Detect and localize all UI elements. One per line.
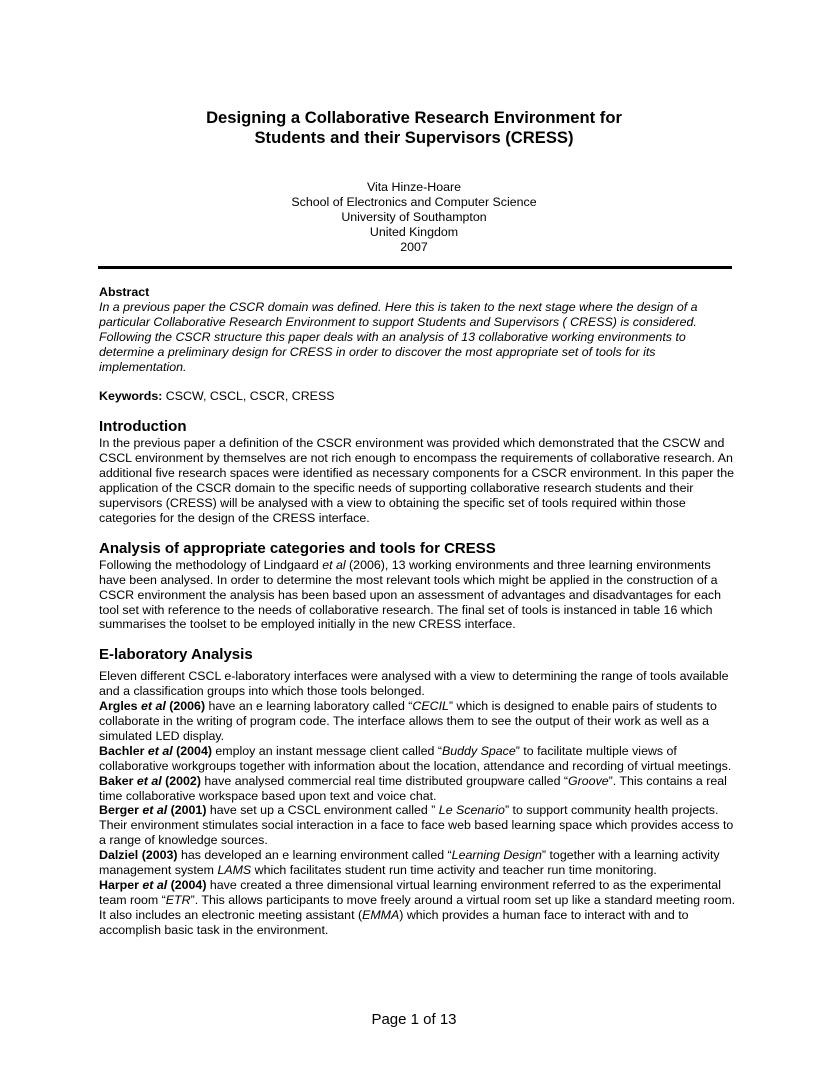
entry-author: Bachler et al (2004) bbox=[99, 743, 212, 758]
analysis-text-1: Following the methodology of Lindgaard bbox=[99, 557, 323, 572]
title-line-1: Designing a Collaborative Research Environment for bbox=[206, 108, 622, 127]
entry-system-name: CECIL bbox=[412, 699, 449, 714]
paper-title bbox=[0, 108, 828, 148]
introduction-heading: Introduction bbox=[99, 418, 187, 436]
elab-entry: Berger et al (2001) have set up a CSCL environment called ” Le Scenario” to support community health projects. Their environment stimulates social interaction in a face to face web based learning space which provides access to a range of knowledge sources. bbox=[99, 803, 734, 848]
paper-body bbox=[99, 285, 739, 938]
author-block bbox=[0, 180, 828, 255]
entry-author: Harper et al (2004) bbox=[99, 878, 207, 892]
entry-system-name: Groove bbox=[568, 773, 609, 788]
elab-heading: E-laboratory Analysis bbox=[99, 646, 253, 664]
author-year: 2007 bbox=[400, 240, 428, 254]
author-school: School of Electronics and Computer Science bbox=[291, 195, 537, 209]
analysis-text-2: (2006), 13 working environments and three learning environments have been analysed. In order to determine the most relevant tools which might be applied in the construction of a CSCR environment the analysis has been based upon an assessment of advantages and disadvantages for each tool set with reference to the needs of collaborative research. The final set of tools is instanced in table 16 which summarises the toolset to be employed initially in the new CRESS interface. bbox=[99, 557, 721, 632]
keywords-label: Keywords: bbox=[99, 389, 163, 404]
keywords-text: CSCW, CSCL, CSCR, CRESS bbox=[162, 389, 335, 404]
author-name: Vita Hinze-Hoare bbox=[366, 180, 462, 194]
entry-system-name-2: EMMA bbox=[362, 907, 400, 922]
analysis-heading: Analysis of appropriate categories and tools for CRESS bbox=[99, 539, 496, 557]
analysis-etal: et al bbox=[322, 557, 346, 572]
introduction-body: In the previous paper a definition of the CSCR environment was provided which demonstrated that the CSCW and CSCL environment by themselves are not rich enough to encompass the requirements of collaborative research. An additional five research spaces were identified as necessary components for a CSCR environment. In this paper the application of the CSCR domain to the specific needs of supporting collaborative research students and their supervisors (CRESS) will be analysed with a view to obtaining the specific set of tools required within those categories for the design of the CRESS interface. bbox=[99, 436, 735, 525]
elab-intro: Eleven different CSCL e-laboratory interfaces were analysed with a view to determining the range of tools available and a classification groups into which those tools belonged. bbox=[99, 669, 729, 699]
keywords bbox=[99, 389, 739, 404]
analysis-body bbox=[99, 558, 739, 633]
entry-author: Baker et al (2002) bbox=[99, 773, 201, 788]
entry-system-name: Buddy Space bbox=[442, 743, 516, 758]
abstract-heading: Abstract bbox=[99, 285, 150, 299]
abstract-body: In a previous paper the CSCR domain was defined. Here this is taken to the next stage where the design of a particular Collaborative Research Environment to support Students and Supervisors ( CRESS) is considered. Following the CSCR structure this paper deals with an analysis of 13 collaborative working environments to determine a preliminary design for CRESS in order to discover the most appropriate set of tools for its implementation. bbox=[99, 299, 698, 374]
entry-author: Argles et al (2006) bbox=[99, 699, 206, 714]
title-line-2: Students and their Supervisors (CRESS) bbox=[254, 128, 574, 147]
page-number: Page 1 of 13 bbox=[371, 1011, 457, 1028]
elab-entry: Dalziel (2003) has developed an e learning environment called “Learning Design” together with a learning activity management system LAMS which facilitates student run time activity and teacher run time monitoring. bbox=[99, 848, 720, 878]
entry-author: Berger et al (2001) bbox=[99, 803, 207, 818]
entry-author: Dalziel (2003) bbox=[99, 848, 178, 863]
elab-entry: Baker et al (2002) have analysed commercial real time distributed groupware called “Groove”. This contains a real time collaborative workspace based upon text and voice chat. bbox=[99, 773, 727, 803]
elab-entry: Argles et al (2006) have an e learning laboratory called “CECIL” which is designed to enable pairs of students to collaborate in the writing of program code. The interface allows them to see the output of their work as well as a simulated LED display. bbox=[99, 699, 717, 743]
entry-system-name-2: LAMS bbox=[217, 863, 252, 878]
elab-entry: Harper et al (2004) have created a three dimensional virtual learning environment referred to as the experimental team room “ETR”. This allows participants to move freely around a virtual room set up like a standard meeting room. It also includes an electronic meeting assistant (EMMA) which provides a human face to interact with and to accomplish basic task in the environment. bbox=[99, 878, 736, 937]
author-country: United Kingdom bbox=[369, 225, 459, 239]
entry-system-name: Le Scenario bbox=[438, 803, 505, 818]
entry-system-name: ETR bbox=[165, 892, 191, 907]
author-university: University of Southampton bbox=[341, 210, 487, 224]
header-divider bbox=[98, 266, 732, 269]
entry-system-name: Learning Design bbox=[451, 848, 542, 863]
elab-entry: Bachler et al (2004) employ an instant message client called “Buddy Space” to facilitate multiple views of collaborative workgroups together with information about the location, attendance and recording of virtual meetings. bbox=[99, 743, 732, 773]
